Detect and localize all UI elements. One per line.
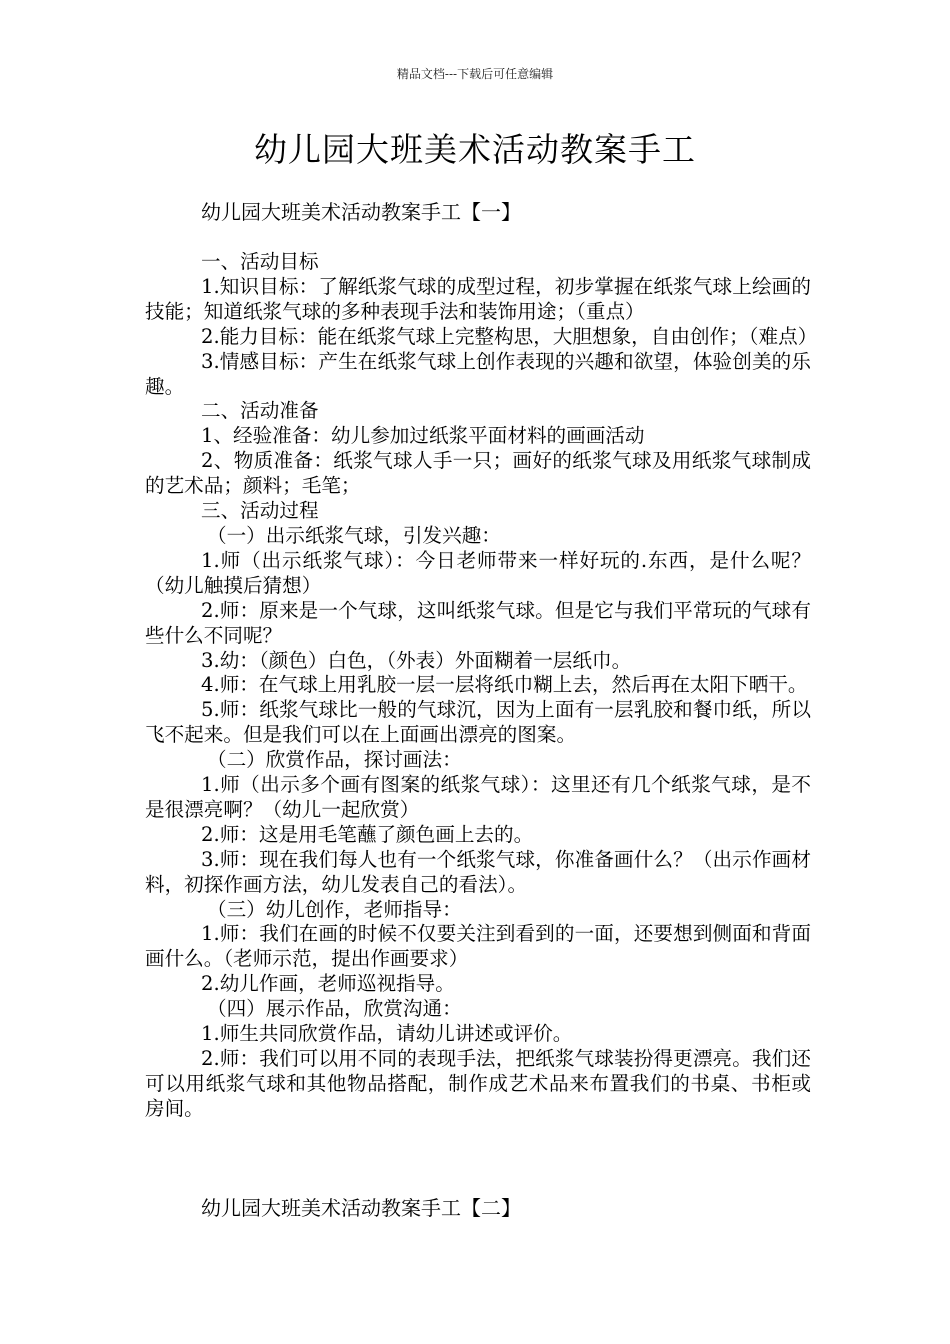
body-paragraph: 3.师：现在我们每人也有一个纸浆气球，你准备画什么？（出示作画材料，初探作画方法，幼儿发表自己的看法）。 (145, 847, 811, 896)
body-paragraph: 1.师（出示纸浆气球）：今日老师带来一样好玩的.东西，是什么呢？（幼儿触摸后猜想） (145, 548, 811, 597)
body-paragraph: 2.幼儿作画，老师巡视指导。 (201, 972, 455, 996)
body-paragraph: 2.能力目标：能在纸浆气球上完整构思，大胆想象，自由创作；（难点） (201, 324, 818, 348)
body-paragraph: 三、活动过程 (201, 499, 319, 523)
body-paragraph: 1.师（出示多个画有图案的纸浆气球）：这里还有几个纸浆气球，是不是很漂亮啊？（幼儿一起欣赏） (145, 773, 811, 821)
body-paragraph: 4.师：在气球上用乳胶一层一层将纸巾糊上去，然后再在太阳下晒干。 (201, 673, 808, 697)
body-paragraph: （三）幼儿创作，老师指导： (207, 897, 462, 921)
body-paragraph: 1.知识目标：了解纸浆气球的成型过程，初步掌握在纸浆气球上绘画的技能；知道纸浆气球的多种表现手法和装饰用途；（重点） (145, 274, 811, 323)
body-paragraph: 2、物质准备：纸浆气球人手一只；画好的纸浆气球及用纸浆气球制成的艺术品；颜料；毛笔； (145, 449, 811, 498)
body-paragraph: 2.师：我们可以用不同的表现手法，把纸浆气球装扮得更漂亮。我们还可以用纸浆气球和其他物品搭配，制作成艺术品来布置我们的书桌、书柜或房间。 (145, 1047, 811, 1120)
body-paragraph: 2.师：原来是一个气球，这叫纸浆气球。但是它与我们平常玩的气球有些什么不同呢？ (145, 598, 811, 647)
document-body (145, 250, 818, 1122)
body-paragraph: 1.师：我们在画的时候不仅要关注到看到的一面，还要想到侧面和背面画什么。（老师示范，提出作画要求） (145, 922, 811, 971)
page-header-note: 精品文档---下载后可任意编辑 (396, 67, 554, 81)
body-paragraph: （二）欣赏作品，探讨画法： (207, 748, 462, 772)
body-paragraph: 3.幼：（颜色）白色，（外表）外面糊着一层纸巾。 (201, 648, 632, 672)
body-paragraph: 2.师：这是用毛笔蘸了颜色画上去的。 (201, 822, 534, 846)
document-title: 幼儿园大班美术活动教案手工 (254, 130, 696, 169)
section-title-one: 幼儿园大班美术活动教案手工【一】 (201, 200, 521, 224)
body-paragraph: 3.情感目标：产生在纸浆气球上创作表现的兴趣和欲望，体验创美的乐趣。 (145, 349, 811, 398)
body-paragraph: 5.师：纸浆气球比一般的气球沉，因为上面有一层乳胶和餐巾纸，所以飞不起来。但是我们可以在上面画出漂亮的图案。 (145, 698, 811, 747)
body-paragraph: （四）展示作品，欣赏沟通： (207, 997, 462, 1021)
body-paragraph: 1.师生共同欣赏作品，请幼儿讲述或评价。 (201, 1022, 573, 1046)
body-paragraph: 1、经验准备：幼儿参加过纸浆平面材料的画画活动 (201, 424, 645, 448)
body-paragraph: （一）出示纸浆气球，引发兴趣： (207, 523, 501, 547)
section-title-two: 幼儿园大班美术活动教案手工【二】 (201, 1196, 521, 1220)
body-paragraph: 二、活动准备 (201, 399, 319, 423)
body-paragraph: 一、活动目标 (201, 250, 319, 273)
